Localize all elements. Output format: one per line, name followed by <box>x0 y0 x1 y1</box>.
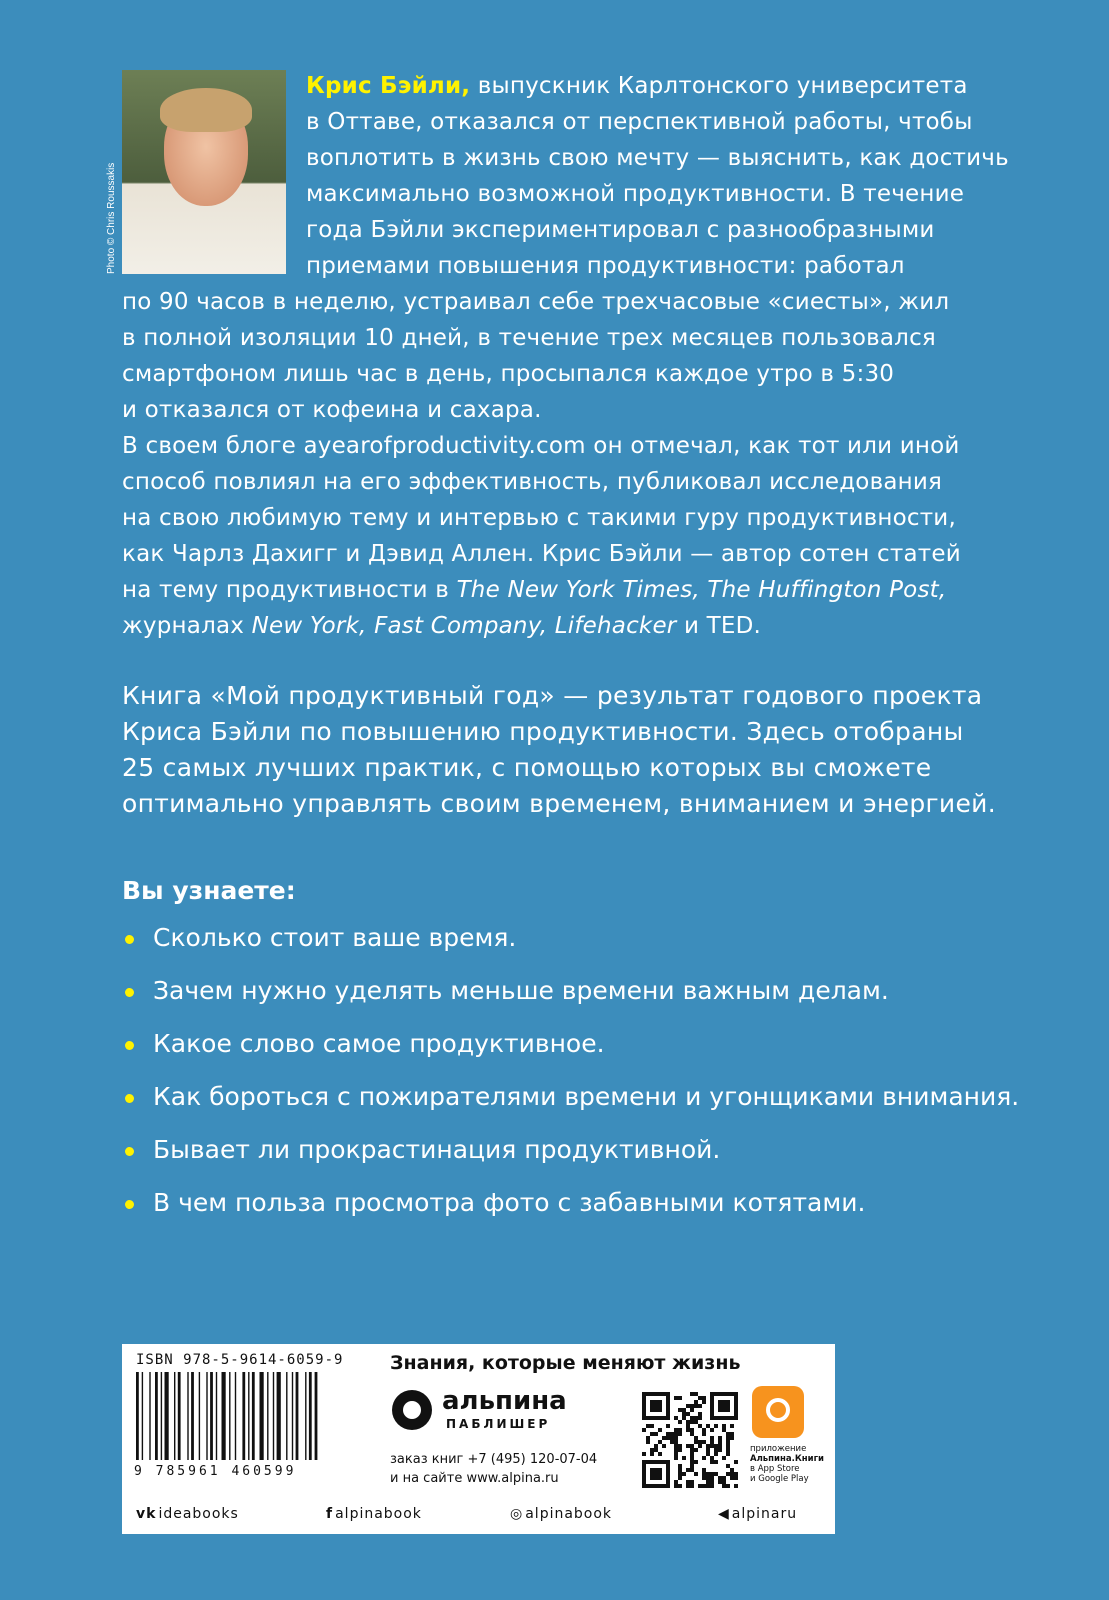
order-phone: заказ книг +7 (495) 120-07-04 <box>390 1452 598 1467</box>
app-line-4: и Google Play <box>750 1474 809 1484</box>
bio-line-1 <box>306 68 968 104</box>
bio-line-12: способ повлиял на его эффективность, публиковал исследования <box>122 469 943 495</box>
instagram-icon: ◎ <box>510 1506 524 1522</box>
social-instagram-label: alpinabook <box>525 1506 613 1522</box>
publisher-subtitle: ПАБЛИШЕР <box>446 1417 551 1431</box>
author-name: Крис Бэйли, <box>306 73 471 99</box>
bio-line-9: смартфоном лишь час в день, просыпался каждое утро в 5:30 <box>122 361 895 387</box>
bio-line-11: В своем блоге ayearofproductivity.com он отмечал, как тот или иной <box>122 433 960 459</box>
social-telegram-label: alpinaru <box>731 1506 798 1522</box>
social-facebook[interactable] <box>326 1506 422 1522</box>
isbn: ISBN 978-5-9614-6059-9 <box>136 1352 344 1368</box>
list-item: Зачем нужно уделять меньше времени важным делам. <box>122 973 1022 1009</box>
facebook-icon: f <box>326 1506 334 1522</box>
list-item: Бывает ли прокрастинация продуктивной. <box>122 1132 1022 1168</box>
telegram-icon: ◀ <box>718 1506 730 1522</box>
app-info <box>750 1444 830 1484</box>
bio-line-16-end: и TED. <box>676 613 762 639</box>
list-item: Как бороться с пожирателями времени и угонщиками внимания. <box>122 1079 1022 1115</box>
bio-line-8: в полной изоляции 10 дней, в течение трех месяцев пользовался <box>122 325 936 351</box>
bio-line-7: по 90 часов в неделю, устраивал себе трехчасовые «сиесты», жил <box>122 289 950 315</box>
bio-line-6: приемами повышения продуктивности: работал <box>306 253 905 279</box>
publisher-strip <box>122 1344 835 1534</box>
social-vk[interactable] <box>136 1506 239 1522</box>
alpina-logo-icon <box>392 1390 432 1430</box>
social-telegram[interactable] <box>718 1506 797 1522</box>
bio-line-2: в Оттаве, отказался от перспективной работы, чтобы <box>306 109 973 135</box>
barcode <box>134 1372 370 1460</box>
book-description: Книга «Мой продуктивный год» — результат годового проекта Криса Бэйли по повышению продуктивности. Здесь отобраны 25 самых лучших практик, с помощью которых вы сможете оптимально управлять своим временем, вниманием и энергией. <box>122 681 996 818</box>
list-item: Какое слово самое продуктивное. <box>122 1026 1022 1062</box>
author-photo <box>122 70 286 274</box>
bio-line-10: и отказался от кофеина и сахара. <box>122 397 542 423</box>
app-line-1: приложение <box>750 1444 807 1454</box>
qr-code <box>642 1392 738 1488</box>
learn-list <box>122 920 1022 1238</box>
app-name: Альпина.Книги <box>750 1454 825 1464</box>
bio-line-1-text: выпускник Карлтонского университета <box>470 73 968 99</box>
bio-line-5: года Бэйли экспериментировал с разнообразными <box>306 217 935 243</box>
list-item: В чем польза просмотра фото с забавными котятами. <box>122 1185 1022 1221</box>
app-line-2 <box>750 1454 830 1464</box>
barcode-number: 9 785961 460599 <box>134 1464 297 1479</box>
bio-magazines: New York, Fast Company, Lifehacker <box>251 613 677 639</box>
bio-line-15-text: на тему продуктивности в <box>122 577 457 603</box>
learn-title: Вы узнаете: <box>122 876 296 905</box>
bio-line-14: как Чарлз Дахигг и Дэвид Аллен. Крис Бэйли — автор сотен статей <box>122 541 961 567</box>
bio-line-13: на свою любимую тему и интервью с такими гуру продуктивности, <box>122 505 956 531</box>
social-links <box>136 1506 826 1526</box>
vk-icon: vk <box>136 1506 157 1522</box>
order-site: и на сайте www.alpina.ru <box>390 1471 559 1486</box>
bio-publications: The New York Times, The Huffington Post, <box>456 577 947 603</box>
social-vk-label: ideabooks <box>158 1506 239 1522</box>
photo-credit: Photo © Chris Roussakis <box>106 162 117 274</box>
author-hair <box>160 88 252 132</box>
bio-line-15 <box>122 572 946 608</box>
social-instagram[interactable] <box>510 1506 612 1522</box>
bio-line-16-text: журналах <box>122 613 252 639</box>
slogan: Знания, которые меняют жизнь <box>390 1352 741 1374</box>
publisher-name: альпина <box>442 1386 567 1416</box>
social-facebook-label: alpinabook <box>335 1506 422 1522</box>
bio-line-3: воплотить в жизнь свою мечту — выяснить, как достичь <box>306 145 1009 171</box>
bio-line-16 <box>122 608 761 644</box>
app-line-3: в App Store <box>750 1464 800 1474</box>
alpina-app-icon <box>752 1386 804 1438</box>
order-info <box>390 1450 597 1488</box>
list-item: Сколько стоит ваше время. <box>122 920 1022 956</box>
bio-line-4: максимально возможной продуктивности. В течение <box>306 181 965 207</box>
